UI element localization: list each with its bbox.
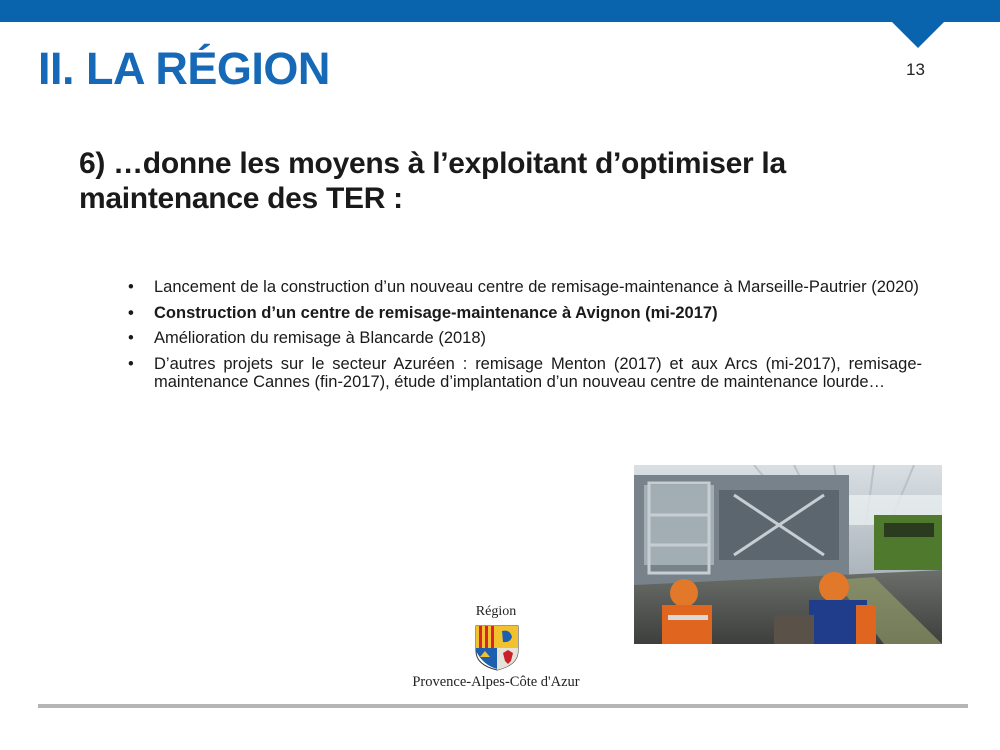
banner-notch <box>892 22 944 48</box>
logo-text-region: Région <box>475 604 517 619</box>
bullet-text: D’autres projets sur le secteur Azuréen : remisage Menton (2017) et aux Arcs (mi-2017), remisage-maintenance Cannes (fin-2017), étude d’implantation d’un nouveau centre de maintenance lourde… <box>154 354 922 391</box>
coat-of-arms-icon <box>475 625 519 671</box>
bullet-text: Amélioration du remisage à Blancarde (2018) <box>154 329 487 347</box>
bullet-text: Construction d’un centre de remisage-maintenance à Avignon (mi-2017) <box>154 303 718 322</box>
bullet-item <box>128 278 922 297</box>
slide-heading: 6) …donne les moyens à l’exploitant d’optimiser la maintenance des TER : <box>79 147 786 215</box>
bullet-dot: • <box>128 329 134 347</box>
section-title: II. LA RÉGION <box>38 43 330 94</box>
footer-divider <box>38 704 968 708</box>
logo-text-province: Provence-Alpes-Côte d'Azur <box>412 674 580 690</box>
bullet-item <box>128 304 922 323</box>
page-number: 13 <box>906 60 925 79</box>
top-banner <box>0 0 1000 22</box>
bullet-dot: • <box>128 303 134 322</box>
bullet-list <box>128 278 922 399</box>
bullet-dot: • <box>128 278 134 296</box>
train-maintenance-photo <box>634 465 942 644</box>
bullet-item <box>128 355 922 392</box>
bullet-item <box>128 329 922 348</box>
region-logo <box>404 604 588 694</box>
bullet-dot: • <box>128 354 134 373</box>
bullet-text: Lancement de la construction d’un nouveau centre de remisage-maintenance à Marseille-Pautrier (2020) <box>154 278 919 296</box>
